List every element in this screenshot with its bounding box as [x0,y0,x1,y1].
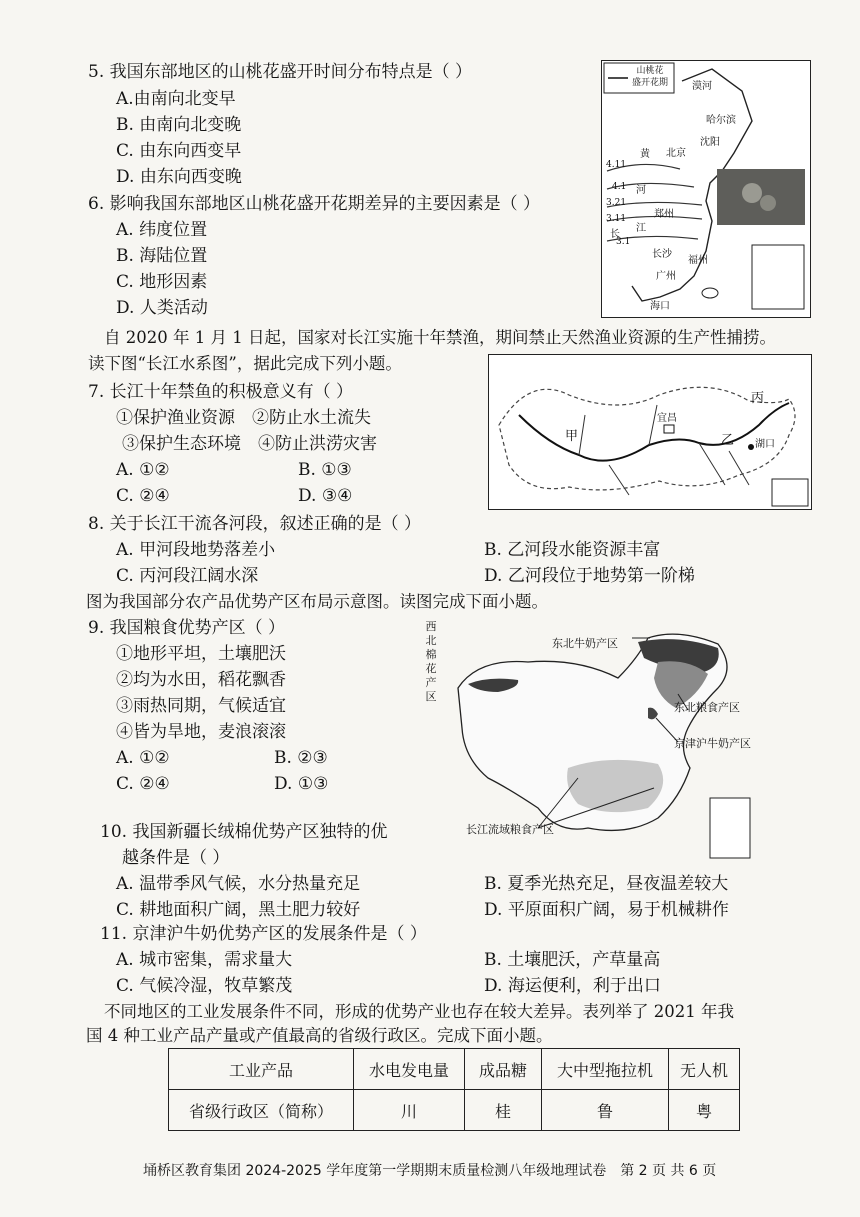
map1-legend-label: 山桃花 盛开花期 [631,66,668,88]
table-cell: 桂 [465,1090,542,1131]
table-header-cell: 无人机 [669,1049,740,1090]
isoline-label-1: 4.11 [606,160,627,170]
table-header-cell: 成品糖 [465,1049,542,1090]
q9-option-d: D. ①③ [274,774,329,794]
q5-option-d: D. 由东向西变晚 [116,167,242,187]
peach-blossom-map-drawing [602,61,810,317]
q8-option-d: D. 乙河段位于地势第一阶梯 [484,566,695,586]
table-header-cell: 大中型拖拉机 [542,1049,669,1090]
q10-option-a: A. 温带季风气候，水分热量充足 [116,874,361,894]
q9-item-1: ①地形平坦，土壤肥沃 [116,644,286,664]
yangtze-main-stream [519,403,789,461]
table-row [169,1090,740,1131]
q9-item-3: ③雨热同期，气候适宜 [116,696,286,716]
intro12-line1: 不同地区的工业发展条件不同，形成的优势产业也存在较大差异。表列举了 2021 年我 [104,1002,734,1021]
q7-option-d: D. ③④ [298,486,353,506]
segment-label-yi: 乙 [721,433,735,448]
q10-option-d: D. 平原面积广阔，易于机械耕作 [484,900,729,920]
q10-option-c: C. 耕地面积广阔，黑土肥力较好 [116,900,361,920]
q6-option-c: C. 地形因素 [116,272,208,292]
q10-stem-line2: 越条件是（ ） [122,848,230,868]
q6-stem: 6. 影响我国东部地区山桃花盛开花期差异的主要因素是（ ） [88,194,541,214]
q9-option-b: B. ②③ [274,748,328,768]
south-china-sea-inset [752,245,804,309]
q7-option-a: A. ①② [116,460,170,480]
yangtze-grain-area [567,760,663,812]
city-fuzhou: 福州 [688,255,708,266]
city-mohe: 漠河 [692,81,712,92]
isoline-label-4: 3.11 [606,214,627,224]
river-label-jiang: 江 [636,223,646,234]
q8-option-a: A. 甲河段地势落差小 [116,540,276,560]
q7-stem: 7. 长江十年禁鱼的积极意义有（ ） [88,382,354,402]
table-cell: 粤 [669,1090,740,1131]
q9-item-2: ②均为水田，稻花飘香 [116,670,286,690]
river-label-huang: 黄 [640,149,650,160]
intro7-line2: 读下图“长江水系图”，据此完成下列小题。 [88,354,402,373]
hainan-island [702,288,718,298]
q10-option-b: B. 夏季光热充足，昼夜温差较大 [484,874,729,894]
hukou-marker [748,444,754,450]
label-yangtze-grain: 长江流域粮食产区 [466,823,554,836]
isoline-label-5: 3.1 [616,237,631,247]
yichang-marker [664,425,674,433]
intro12-line2: 国 4 种工业产品产量或产值最高的省级行政区。完成下面小题。 [86,1026,553,1045]
q6-option-b: B. 海陆位置 [116,246,208,266]
q5-stem: 5. 我国东部地区的山桃花盛开时间分布特点是（ ） [88,62,473,82]
yangtze-river-map-drawing [489,355,811,509]
q7-item-1: ①保护渔业资源 ②防止水土流失 [116,408,371,428]
label-northwest-cotton: 西 北 棉 花 产 区 [425,620,437,703]
intro9: 图为我国部分农产品优势产区布局示意图。读图完成下面小题。 [86,592,548,611]
q9-item-4: ④皆为旱地，麦浪滚滚 [116,722,286,742]
segment-label-bing: 丙 [751,391,765,406]
q8-stem: 8. 关于长江干流各河段，叙述正确的是（ ） [88,514,422,534]
yangtze-river-map [488,354,812,510]
q6-option-d: D. 人类活动 [116,298,208,318]
city-shenyang: 沈阳 [700,137,720,148]
q7-option-b: B. ①③ [298,460,352,480]
label-jingjinhu-milk: 京津沪牛奶产区 [674,737,751,750]
page-footer: 埇桥区教育集团 2024-2025 学年度第一学期期末质量检测八年级地理试卷 第 2 页 共 6 页 [143,1163,717,1179]
label-northeast-milk: 东北牛奶产区 [552,637,618,650]
q5-option-a: A.由南向北变早 [116,89,236,109]
peach-blossom-map [601,60,811,318]
q7-option-c: C. ②④ [116,486,170,506]
q11-option-c: C. 气候冷湿，牧草繁茂 [116,976,293,996]
city-hukou: 湖口 [755,439,775,450]
q5-option-c: C. 由东向西变早 [116,141,242,161]
table-cell: 川 [354,1090,465,1131]
city-changsha: 长沙 [652,249,672,260]
table-cell: 省级行政区（简称） [169,1090,354,1131]
table-header-cell: 水电发电量 [354,1049,465,1090]
isoline-label-3: 3.21 [606,198,627,208]
city-harbin: 哈尔滨 [706,115,736,126]
intro7-line1: 自 2020 年 1 月 1 日起，国家对长江实施十年禁渔，期间禁止天然渔业资源的生产性捕捞。 [104,328,776,347]
table-header-cell: 工业产品 [169,1049,354,1090]
q8-option-c: C. 丙河段江阔水深 [116,566,259,586]
city-haikou: 海口 [650,301,670,312]
q7-item-2: ③保护生态环境 ④防止洪涝灾害 [122,434,377,454]
q8-option-b: B. 乙河段水能资源丰富 [484,540,661,560]
q11-stem: 11. 京津沪牛奶优势产区的发展条件是（ ） [100,924,427,944]
q10-stem-line1: 10. 我国新疆长绒棉优势产区独特的优 [100,822,388,842]
q11-option-a: A. 城市密集，需求量大 [116,950,293,970]
map3-inset [710,798,750,858]
river-label-he: 河 [636,185,646,196]
city-yichang: 宜昌 [657,413,677,424]
label-northeast-grain: 东北粮食产区 [674,701,740,714]
q9-option-c: C. ②④ [116,774,170,794]
q11-option-b: B. 土壤肥沃，产草量高 [484,950,661,970]
city-zhengzhou: 郑州 [654,209,674,220]
industry-table [168,1048,740,1131]
q6-option-a: A. 纬度位置 [116,220,208,240]
table-cell: 鲁 [542,1090,669,1131]
table-header-row [169,1049,740,1090]
map2-inset [772,479,808,506]
segment-label-jia: 甲 [565,429,579,444]
q9-stem: 9. 我国粮食优势产区（ ） [88,618,286,638]
agri-areas-map [418,618,758,862]
q5-option-b: B. 由南向北变晚 [116,115,242,135]
city-beijing: 北京 [666,148,686,159]
isoline-label-2: 4.1 [612,182,627,192]
city-guangzhou: 广州 [656,271,676,282]
q11-option-d: D. 海运便利，利于出口 [484,976,661,996]
river-label-chang: 长 [610,229,620,240]
q9-option-a: A. ①② [116,748,170,768]
